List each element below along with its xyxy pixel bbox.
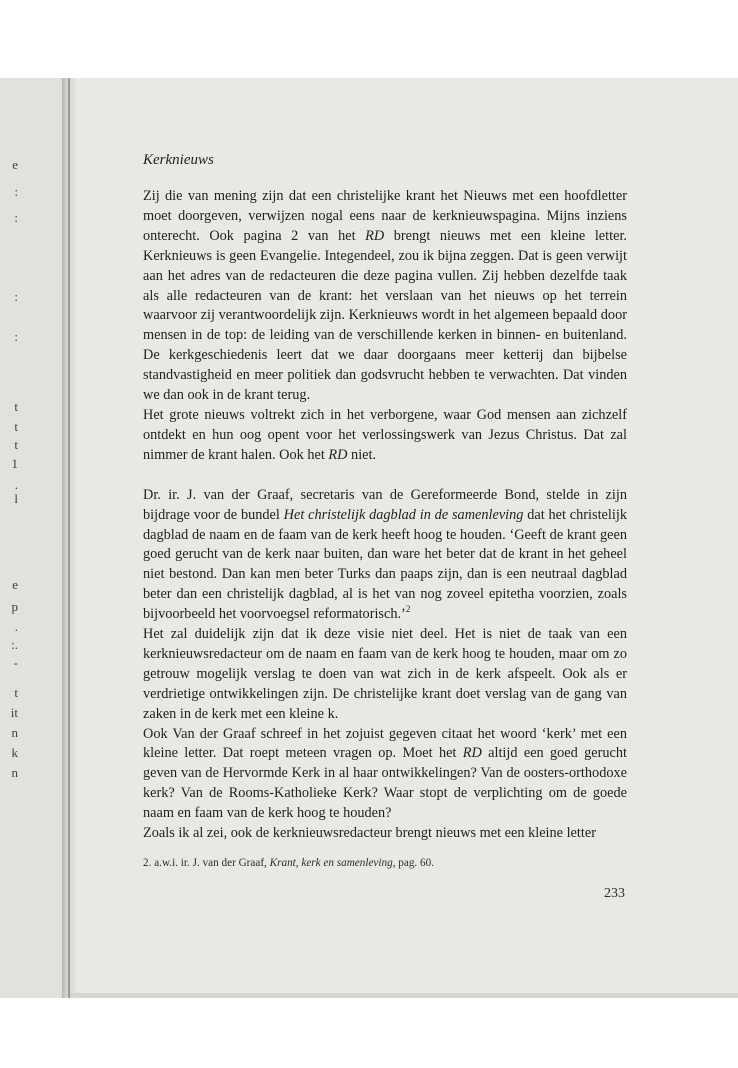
margin-letter: t	[14, 399, 18, 414]
margin-letter: -	[13, 655, 18, 670]
rd-abbreviation: RD	[365, 227, 385, 244]
footnote-text: , pag. 60.	[392, 857, 435, 869]
footnote	[143, 855, 434, 871]
paragraph-text: niet.	[347, 446, 377, 463]
footnote-title: Krant, kerk en samenleving	[269, 857, 393, 869]
paragraph-6: Zoals ik al zei, ook de kerknieuwsredacteur brengt nieuws met een kleine letter	[143, 825, 596, 842]
margin-letter: k	[11, 745, 18, 760]
margin-letter: e	[12, 157, 18, 172]
main-text	[143, 150, 627, 844]
paragraph-text: Ook Van der Graaf schreef in het zojuist gegeven citaat het woord ‘kerk’ met een kleine letter. Dat roept meteen vragen op. Moet het	[143, 725, 627, 762]
rd-abbreviation: RD	[328, 446, 348, 463]
margin-letter: :	[14, 329, 18, 344]
footnote-reference: 2	[405, 604, 411, 615]
page-bottom-edge	[70, 993, 738, 998]
margin-letter: 1	[11, 456, 18, 471]
paragraph-3	[143, 486, 627, 625]
margin-letter: .	[14, 477, 18, 492]
margin-letter: l	[14, 491, 18, 506]
page-number: 233	[604, 886, 625, 901]
paragraph-gap	[143, 466, 627, 486]
paragraph-4: Het zal duidelijk zijn dat ik deze visie niet deel. Het is niet de taak van een kerknieuwsredacteur om de naam en faam van de kerk hoog te houden, maar om zo getrouw mogelijk verslag te doen van wat zich in de kerk afspeelt. Ook als er verdrietige ontwikkelingen zijn. De christelijke krant doet verslag van de gang van zaken in de kerk met een kleine k.	[143, 626, 627, 722]
margin-letter: t	[14, 437, 18, 452]
paragraph-text: altijd een goed gerucht geven van de Hervormde Kerk in al haar ontwikkelingen? Van de oosters-orthodoxe kerk? Van de Rooms-Katholieke Kerk? Waar stopt de verplichting om de goede naam en faam van de kerk hoog te houden?	[143, 745, 628, 822]
margin-letter: .	[14, 619, 18, 634]
paragraph-text: Zij die van mening zijn dat een christelijke krant het Nieuws met een hoofdletter moet doorgeven, verwijzen nogal eens naar de kerknieuwspagina. Mijns inziens onterecht. Ook pagina 2 van het	[143, 188, 627, 244]
paragraph-text: brengt nieuws met een kleine letter. Kerknieuws is geen Evangelie. Integendeel, zou ik bijna zeggen. Dat is geen verwijt aan het adres van de redacteuren die deze pagina vullen. Zij hebben dezelfde taak als alle redacteuren van de krant: het verslaan van het nieuws op het terrein waarvoor zij verantwoordelijk zijn. Kerknieuws wordt in het algemeen bepaald door mensen in de top: de leiding van de verschillende kerken in binnen- en buitenland. De kerkgeschiedenis leert dat we daar doorgaans meer ketterij dan bijbelse standvastigheid en meer politiek dan godsvrucht hebben te verwachten. Dat vinden we dan ook in de krant terug.	[143, 227, 627, 404]
footnote-text: 2. a.w.i. ir. J. van der Graaf,	[143, 857, 270, 869]
margin-letter: t	[14, 419, 18, 434]
margin-letter: n	[11, 725, 18, 740]
section-heading: Kerknieuws	[143, 152, 214, 168]
paragraph-text: Het grote nieuws voltrekt zich in het verborgene, waar God mensen aan zichzelf ontdekt en hun oog opent voor het verlossingswerk van Jezus Christus. Dat zal nimmer de krant halen. Ook het	[143, 406, 627, 463]
margin-letter: :	[14, 184, 18, 199]
book-title: Het christelijk dagblad in de samenleving	[283, 506, 524, 523]
margin-letter: :	[14, 210, 18, 225]
left-page-margin-letters	[0, 78, 20, 998]
paragraph-2	[143, 406, 627, 466]
paragraph-5	[143, 725, 627, 825]
left-page	[0, 78, 62, 998]
paragraph-1	[143, 187, 627, 406]
margin-letter: :.	[11, 637, 18, 652]
margin-letter: p	[11, 599, 18, 614]
margin-letter: it	[10, 705, 18, 720]
margin-letter: e	[12, 577, 18, 592]
paragraph-text: dat het christelijk dagblad de naam en de faam van de kerk heeft hoog te houden. ‘Geeft de krant geen goed gerucht van de kerk naar buiten, dan ware het beter dat de krant in het geheel niet bestond. Dan kan men beter Turks dan paaps zijn, dan is een neutraal dagblad beter dan een christelijk dagblad, al is het van nog zoveel epitetha voorzien, zoals bijvoorbeeld het voorvoegsel reformatorisch.’	[143, 506, 627, 623]
rd-abbreviation: RD	[462, 745, 482, 762]
gutter-fold-line	[68, 78, 70, 998]
margin-letter: n	[11, 765, 18, 780]
margin-letter: :	[14, 289, 18, 304]
paragraph-text: Dr. ir. J. van der Graaf, secretaris van de Gereformeerde Bond, stelde in zijn bijdrage voor de bundel	[143, 486, 627, 523]
margin-letter: t	[14, 685, 18, 700]
